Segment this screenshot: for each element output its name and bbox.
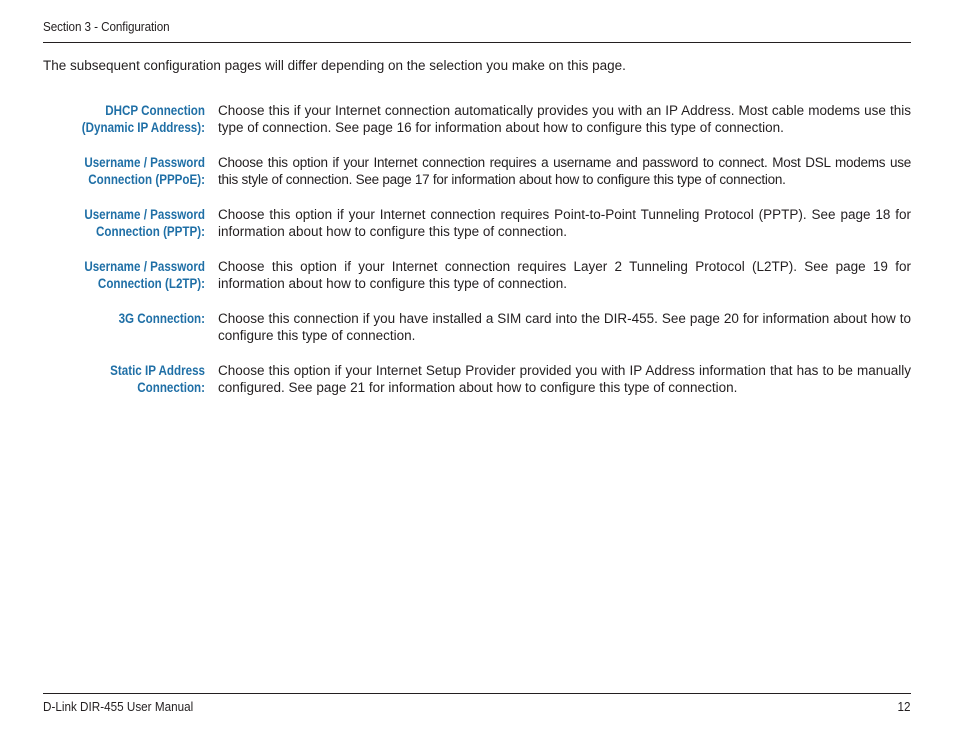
entry-term (43, 102, 205, 136)
header-divider (43, 42, 911, 43)
term-line: Connection (L2TP): (97, 276, 205, 291)
connection-type-list (43, 102, 911, 414)
entry-description: Choose this option if your Internet connection requires Point-to-Point Tunneling Protocol (PPTP). See page 18 for information about how to configure this type of connection. (218, 207, 911, 239)
entry-pptp (43, 206, 911, 258)
entry-description: Choose this connection if you have installed a SIM card into the DIR-455. See page 20 for information about how to configure this type of connection. (218, 311, 911, 343)
term-line: Connection (PPTP): (95, 224, 205, 239)
entry-description: Choose this option if your Internet connection requires Layer 2 Tunneling Protocol (L2TP). See page 19 for information about how to configure this type of connection. (218, 259, 911, 291)
term-line: DHCP Connection (105, 103, 205, 118)
term-line: Connection: (137, 380, 205, 395)
term-line: Username / Password (84, 259, 205, 274)
entry-description: Choose this option if your Internet connection requires a username and password to connect. Most DSL modems use this style of connection. See page 17 for information about how to configure this type of connection. (218, 155, 911, 187)
intro-paragraph: The subsequent configuration pages will differ depending on the selection you make on this page. (43, 58, 626, 73)
entry-description: Choose this option if your Internet Setup Provider provided you with IP Address information that has to be manually configured. See page 21 for information about how to configure this type of connection. (218, 363, 911, 395)
term-line: (Dynamic IP Address): (81, 120, 205, 135)
term-line: Static IP Address (110, 363, 205, 378)
entry-term (43, 362, 205, 396)
footer-divider (43, 693, 911, 694)
entry-description: Choose this if your Internet connection automatically provides you with an IP Address. Most cable modems use this type of connection. See page 16 for information about how to configure this type of connection. (218, 103, 911, 135)
entry-dhcp (43, 102, 911, 154)
entry-term (43, 310, 205, 327)
term-line: Connection (PPPoE): (88, 172, 205, 187)
term-line: Username / Password (84, 155, 205, 170)
entry-3g (43, 310, 911, 362)
section-header: Section 3 - Configuration (43, 19, 170, 34)
entry-static-ip (43, 362, 911, 414)
entry-term (43, 206, 205, 240)
term-line: 3G Connection: (118, 311, 205, 326)
page-number: 12 (896, 699, 910, 714)
entry-pppoe (43, 154, 911, 206)
entry-term (43, 258, 205, 292)
entry-term (43, 154, 205, 188)
term-line: Username / Password (84, 207, 205, 222)
manual-title: D-Link DIR-455 User Manual (43, 699, 194, 714)
entry-l2tp (43, 258, 911, 310)
